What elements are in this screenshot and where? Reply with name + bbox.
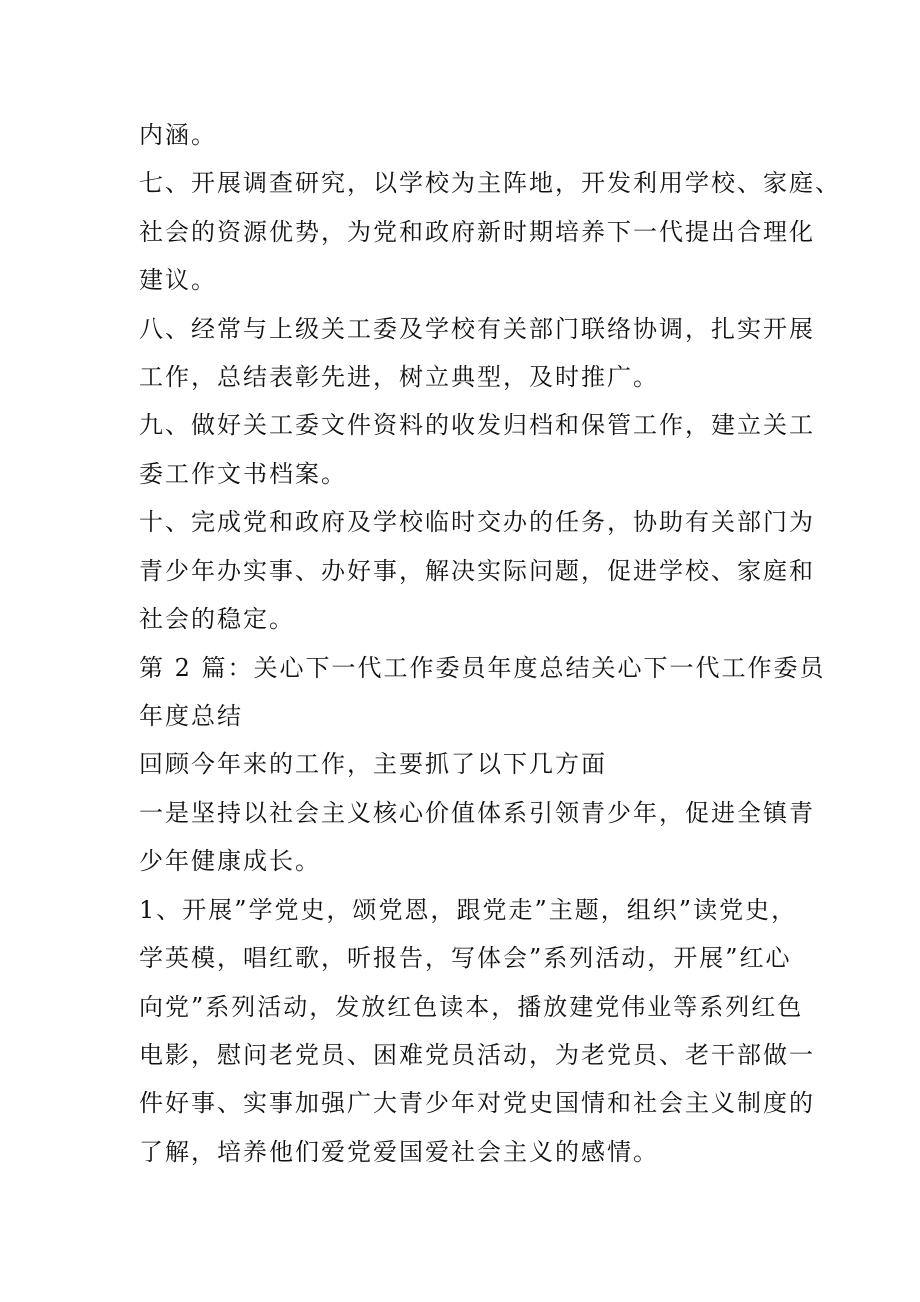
text-line: 社会的资源优势，为党和政府新时期培养下一代提出合理化 — [139, 218, 815, 246]
text-line: 1、开展”学党史，颂党恩，跟党走”主题，组织”读党史， — [139, 896, 798, 924]
text-line: 回顾今年来的工作，主要抓了以下几方面 — [139, 750, 607, 778]
text-line: 少年健康成长。 — [139, 847, 321, 875]
text-line: 十、完成党和政府及学校临时交办的任务，协助有关部门为 — [139, 508, 815, 536]
section-heading: 第 2 篇：关心下一代工作委员年度总结关心下一代工作委员 — [139, 654, 826, 682]
text-line: 建议。 — [139, 266, 217, 294]
section-heading: 年度总结 — [139, 702, 243, 730]
text-line: 一是坚持以社会主义核心价值体系引领青少年，促进全镇青 — [139, 799, 815, 827]
text-line: 八、经常与上级关工委及学校有关部门联络协调，扎实开展 — [139, 315, 815, 343]
text-line: 九、做好关工委文件资料的收发归档和保管工作，建立关工 — [139, 411, 815, 439]
text-line: 社会的稳定。 — [139, 605, 295, 633]
text-line: 学英模，唱红歌，听报告，写体会”系列活动，开展”红心 — [139, 944, 792, 972]
text-line: 七、开展调查研究，以学校为主阵地，开发利用学校、家庭、 — [139, 169, 841, 197]
text-line: 工作，总结表彰先进，树立典型，及时推广。 — [139, 363, 659, 391]
text-line: 内涵。 — [139, 121, 217, 149]
text-line: 青少年办实事、办好事，解决实际问题，促进学校、家庭和 — [139, 557, 815, 585]
text-line: 件好事、实事加强广大青少年对党史国情和社会主义制度的 — [139, 1089, 815, 1117]
text-line: 了解，培养他们爱党爱国爱社会主义的感情。 — [139, 1138, 659, 1166]
text-line: 委工作文书档案。 — [139, 460, 347, 488]
text-line: 向党”系列活动，发放红色读本，播放建党伟业等系列红色 — [139, 993, 804, 1021]
text-line: 电影，慰问老党员、困难党员活动，为老党员、老干部做一 — [139, 1041, 815, 1069]
